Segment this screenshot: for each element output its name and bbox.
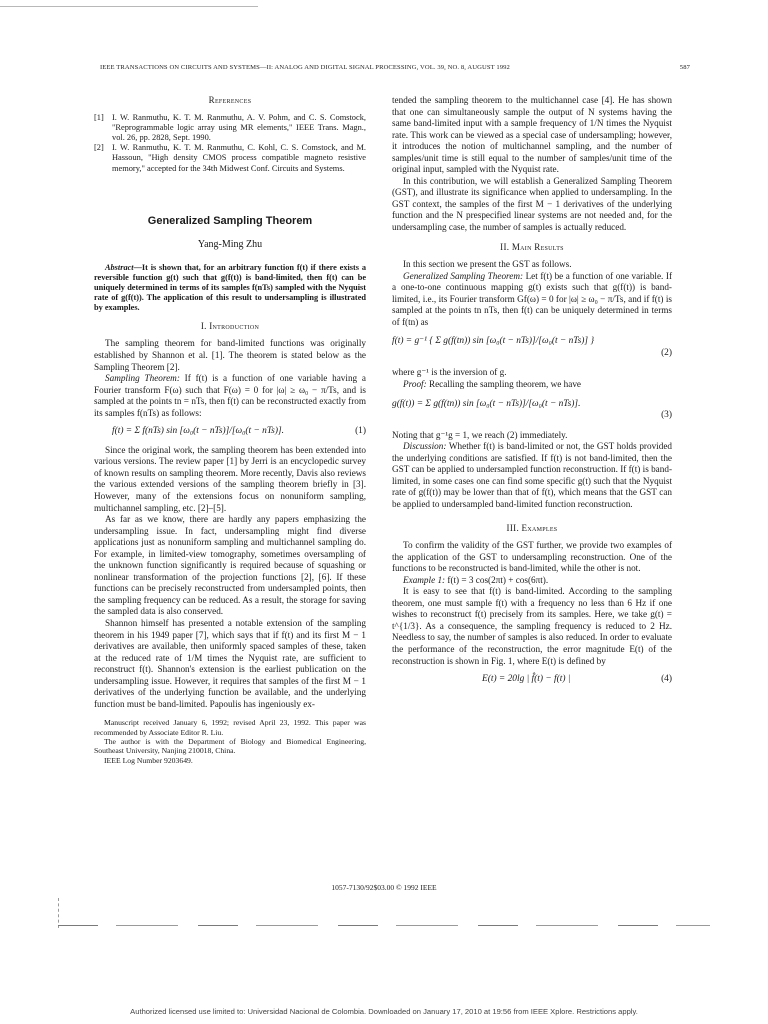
examples-heading: III. Examples — [506, 522, 558, 533]
equation-2-tag: (2) — [661, 347, 672, 358]
noting-paragraph: Noting that g⁻¹g = 1, we reach (2) immediately. — [392, 429, 568, 440]
scan-artifact-mark — [58, 898, 71, 928]
main-results-heading: II. Main Results — [500, 241, 564, 252]
scan-artifact-line — [58, 925, 710, 926]
equation-3-tag: (3) — [661, 410, 672, 421]
example-1-label: Example 1: — [403, 574, 446, 585]
intro-paragraph-1: The sampling theorem for band-limited functions was originally established by Shannon et al. [1]. The theorem is stated below as the Sampling Theorem [2]. — [94, 338, 366, 372]
right-paragraph-1: tended the sampling theorem to the multichannel case [4]. He has shown that one can simultaneously sample the output of N systems having the same band-limited input with a sample frequency of 1/N times the Nyquist rate. This work can be viewed as a special case of undersampling; however, it introduces the notion of multichannel sampling, and the number of samples/unit time is still equal to the number of samples/unit time of the original input, sampled with the Nyquist rate. — [392, 95, 672, 175]
references-heading: References — [208, 95, 252, 105]
abstract-text: It is shown that, for an arbitrary function f(t) if there exists a reversible function g(t) such that g(f(t)) is band-limited, then f(t) can be uniquely determined in terms of its samples f(nTs) sampled with the Nyquist rate of g(f(t)). The application of this result to undersampling is illustrated by examples. — [94, 262, 366, 312]
equation-1-body: f(t) = Σ f(nTs) sin [ω₀(t − nTs)]/[ω₀(t − nTs)]. — [112, 426, 284, 437]
equation-3 — [392, 399, 672, 422]
reference-item — [94, 143, 366, 174]
scan-edge-line — [0, 6, 258, 7]
equation-3-body: g(f(t)) = Σ g(f(tn)) sin [ω₀(t − nTs)]/[ω₀(t − nTs)]. — [392, 398, 581, 409]
gst-label: Generalized Sampling Theorem: — [403, 270, 524, 281]
right-paragraph-2: In this contribution, we will establish a Generalized Sampling Theorem (GST), and illustrate its significance when applied to undersampling. In the GST context, the samples of the first M − 1 derivatives of the underlying function and the N prespecified linear systems are not needed and, for the undersampling case, the number of samples is actually reduced. — [392, 175, 672, 233]
sampling-theorem-label: Sampling Theorem: — [105, 373, 180, 384]
footnote-log-number: IEEE Log Number 9203649. — [104, 755, 193, 765]
abstract — [94, 263, 366, 313]
examples-intro: To confirm the validity of the GST further, we provide two examples of the application of the GST to undersampling reconstruction. One of the functions to be reconstructed is band-limited, while the other is not. — [392, 540, 672, 574]
equation-4-tag: (4) — [661, 674, 672, 685]
sampling-theorem-statement — [94, 373, 366, 419]
footnote-affiliation: The author is with the Department of Biology and Biomedical Engineering, Southeast University, Nanjing 210018, China. — [94, 736, 366, 756]
footnote-received: Manuscript received January 6, 1992; revised April 23, 1992. This paper was recommended by Associate Editor R. Liu. — [94, 718, 366, 737]
sampling-theorem-text: If f(t) is a function of one variable having a Fourier transform F(ω) such that F(ω) = 0 for |ω| ≥ ω₀ − π/Ts, and is sampled at the points tn = nTs, then f(t) can be reconstructed exactly from its samples f(nTs) as follows: — [94, 373, 367, 418]
equation-4 — [392, 674, 672, 686]
discussion-label: Discussion: — [403, 441, 447, 452]
reference-item — [94, 113, 366, 144]
gst-statement — [392, 271, 672, 329]
intro-paragraph-3: Since the original work, the sampling theorem has been extended into various versions. The review paper [1] by Jerri is an encyclopedic survey of known results on sampling theorem. More recently, Davis also reviews the various extended versions of the sampling theorem briefly in [3]. However, many of the extensions focus on nonuniform sampling, multichannel sampling, etc. [2]–[5]. — [94, 444, 366, 513]
discussion-statement — [392, 441, 672, 510]
equation-4-body: E(t) = 20lg | f̂(t) − f(t) | — [482, 674, 571, 685]
running-header — [100, 64, 690, 71]
discussion-text: Whether f(t) is band-limited or not, the GST holds provided the underlying conditions are satisfied. If f(t) is not band-limited, then the GST can be applied to undersampled function reconstruction. If f(t) is band-limited, in some cases one can find some specific g(t) such that the Nyquist rate of g(f(t)) may be lower than that of f(t), which means that the GST can be applied to undersampled band-limited function reconstruction. — [392, 441, 672, 509]
equation-1-tag: (1) — [355, 426, 366, 437]
reference-number: [1] — [94, 112, 104, 122]
left-column — [94, 95, 366, 765]
equation-2 — [392, 336, 672, 359]
inverse-note: where g⁻¹ is the inversion of g. — [392, 367, 507, 378]
paper-author: Yang-Ming Zhu — [197, 239, 263, 251]
gst-text: Let f(t) be a function of one variable. If a one-to-one continuous mapping g(t) exists such that g(f(t)) is band-limited, i.e., its Fourier transform Gf(ω) = 0 for |ω| ≥ ω₀ − π/Ts, and if f(t) is sampled at the points tn nTs, then f(t) can be uniquely determined in terms of f(tn) as — [392, 270, 672, 327]
paper-title: Generalized Sampling Theorem — [147, 214, 313, 227]
intro-heading: I. Introduction — [200, 320, 260, 331]
page-number: 587 — [679, 64, 690, 71]
footnote — [94, 718, 366, 764]
example-1-statement — [392, 575, 672, 587]
abstract-label: Abstract— — [105, 262, 142, 272]
proof-label: Proof: — [403, 379, 427, 390]
intro-paragraph-5: Shannon himself has presented a notable extension of the sampling theorem in his 1949 paper [7], which says that if f(t) and its first M − 1 derivatives are available, then uniformly spaced samples of these, taken at the reduced rate of 1/M times the Nyquist rate, are sufficient to reconstruct f(t). Shannon's extension is the earliest publication on the undersampling issue. However, it requires that samples of the first M − 1 derivatives of the underlying function be available, and the underlying function must be band-limited. Papoulis has ingeniously ex- — [94, 617, 366, 709]
reference-text: I. W. Ranmuthu, K. T. M. Ranmuthu, A. V. Pohm, and C. S. Comstock, "Reprogrammable logic array using MR elements," IEEE Trans. Magn., vol. 26, pp. 2828, Sept. 1990. — [112, 112, 366, 142]
reference-number: [2] — [94, 143, 104, 153]
reference-text: I. W. Ranmuthu, K. T. M. Ranmuthu, C. Kohl, C. S. Comstock, and M. Hassoun, "High density CMOS process compatible magneto resistive memory," accepted for the 34th Midwest Conf. Circuits and Systems. — [112, 143, 366, 173]
example-1-text: f(t) = 3 cos(2πt) + cos(6πt). — [445, 574, 549, 585]
authorization-notice: Authorized licensed use limited to: Universidad Nacional de Colombia. Downloaded on January 17, 2010 at 19:56 from IEEE Xplore. Restrictions apply. — [130, 1007, 638, 1016]
proof-statement — [392, 379, 672, 391]
example-1-paragraph: It is easy to see that f(t) is band-limited. According to the sampling theorem, one must sample f(t) with a frequency no less than 6 Hz if one wishes to reconstruct f(t) precisely from its samples. Here, we take g(t) = t^{1/3}. As a consequence, the sampling frequency is reduced to 2 Hz. Needless to say, the number of samples is also reduced. In order to evaluate the performance of the reconstruction, the error magnitude E(t) of the reconstruction is shown in Fig. 1, where E(t) is defined by — [392, 586, 672, 666]
intro-paragraph-4: As far as we know, there are hardly any papers emphasizing the undersampling issue. In fact, undersampling might find diverse applications just as nonuniform sampling and multichannel sampling do. For example, in limited-view tomography, sometimes oversampling of the unknown function significantly is required because of squashing or nonlinear transformation of the projection functions [2], [6]. If these functions can be precisely reconstructed from undersampled points, then the sampling frequency can be reduced. As a result, the storage for saving the sampled data is also conserved. — [94, 514, 366, 617]
equation-1 — [94, 426, 366, 438]
proof-text: Recalling the sampling theorem, we have — [426, 379, 582, 390]
equation-2-body: f(t) = g⁻¹ { Σ g(f(tn)) sin [ω₀(t − nTs)]/[ω₀(t − nTs)] } — [392, 336, 595, 347]
copyright-line: 1057-7130/92$03.00 © 1992 IEEE — [331, 883, 437, 892]
right-column — [392, 95, 672, 693]
journal-line: IEEE TRANSACTIONS ON CIRCUITS AND SYSTEMS—II: ANALOG AND DIGITAL SIGNAL PROCESSING, VOL. 39, NO. 8, AUGUST 1992 — [100, 64, 510, 71]
main-results-intro: In this section we present the GST as follows. — [403, 259, 572, 270]
